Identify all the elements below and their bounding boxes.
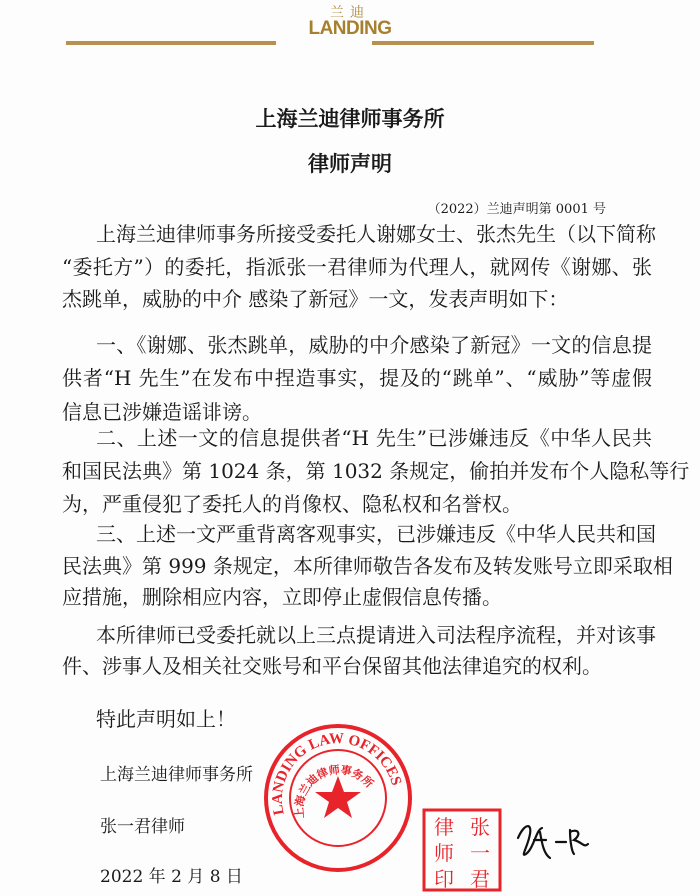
paragraph-line: 和国民法典》第 1024 条，第 1032 条规定，偷拍并发布个人隐私等行: [62, 459, 690, 483]
firm-seal: [262, 722, 414, 874]
paragraph-line: 一、《谢娜、张杰跳单，威胁的中介感染了新冠》一文的信息提: [96, 333, 652, 357]
paragraph-line: 应措施，删除相应内容，立即停止虚假信息传播。: [62, 585, 502, 609]
paragraph-line: 为，严重侵犯了委托人的肖像权、隐私权和名誉权。: [62, 492, 522, 516]
lawyer-stamp: [422, 808, 502, 892]
paragraph-line: 三、上述一文严重背离客观事实，已涉嫌违反《中华人民共和国: [96, 522, 656, 546]
logo-chinese: 兰迪: [330, 5, 370, 21]
header-rule-left: [66, 41, 276, 45]
stamp-character: 张: [470, 815, 490, 839]
paragraph-line: 信息已涉嫌造谣诽谤。: [62, 400, 262, 424]
signoff-firm: 上海兰迪律师事务所: [100, 765, 253, 785]
header-rule-right: [372, 41, 594, 45]
seal-text-chinese: 上海兰迪律师事务所: [292, 763, 376, 819]
reference-number: （2022）兰迪声明第 0001 号: [427, 202, 606, 217]
stamp-character: 一: [470, 841, 490, 865]
paragraph-line: 杰跳单，威胁的中介 感染了新冠》一文，发表声明如下：: [62, 287, 569, 311]
star-icon: [315, 776, 361, 818]
logo-english: LANDING: [308, 18, 392, 39]
signoff-lawyer: 张一君律师: [100, 817, 185, 837]
stamp-character: 印: [434, 867, 454, 891]
document-title: 律师声明: [308, 151, 392, 176]
paragraph-line: 民法典》第 999 条规定，本所律师敬告各发布及转发账号立即采取相: [62, 554, 673, 578]
paragraph-line: 上海兰迪律师事务所接受委托人谢娜女士、张杰先生（以下简称: [96, 222, 656, 246]
paragraph-line: 供者“H 先生”在发布中捏造事实，提及的“跳单”、“威胁”等虚假: [62, 366, 652, 390]
paragraph-line: “委托方”）的委托，指派张一君律师为代理人，就网传《谢娜、张: [62, 255, 652, 279]
firm-title: 上海兰迪律师事务所: [255, 106, 445, 131]
stamp-character: 君: [470, 867, 490, 891]
stamp-character: 律: [434, 815, 454, 839]
paragraph-line: 特此声明如上！: [96, 707, 236, 731]
handwritten-signature: [512, 818, 594, 864]
seal-text-english: LANDING LAW OFFICES: [269, 730, 405, 817]
paragraph-line: 件、涉事人及相关社交账号和平台保留其他法律追究的权利。: [62, 654, 602, 678]
paragraph-line: 本所律师已受委托就以上三点提请进入司法程序流程，并对该事: [96, 623, 656, 647]
paragraph-line: 二、上述一文的信息提供者“H 先生”已涉嫌违反《中华人民共: [96, 426, 652, 450]
signoff-date: 2022 年 2 月 8 日: [100, 867, 243, 887]
stamp-character: 师: [434, 841, 454, 865]
